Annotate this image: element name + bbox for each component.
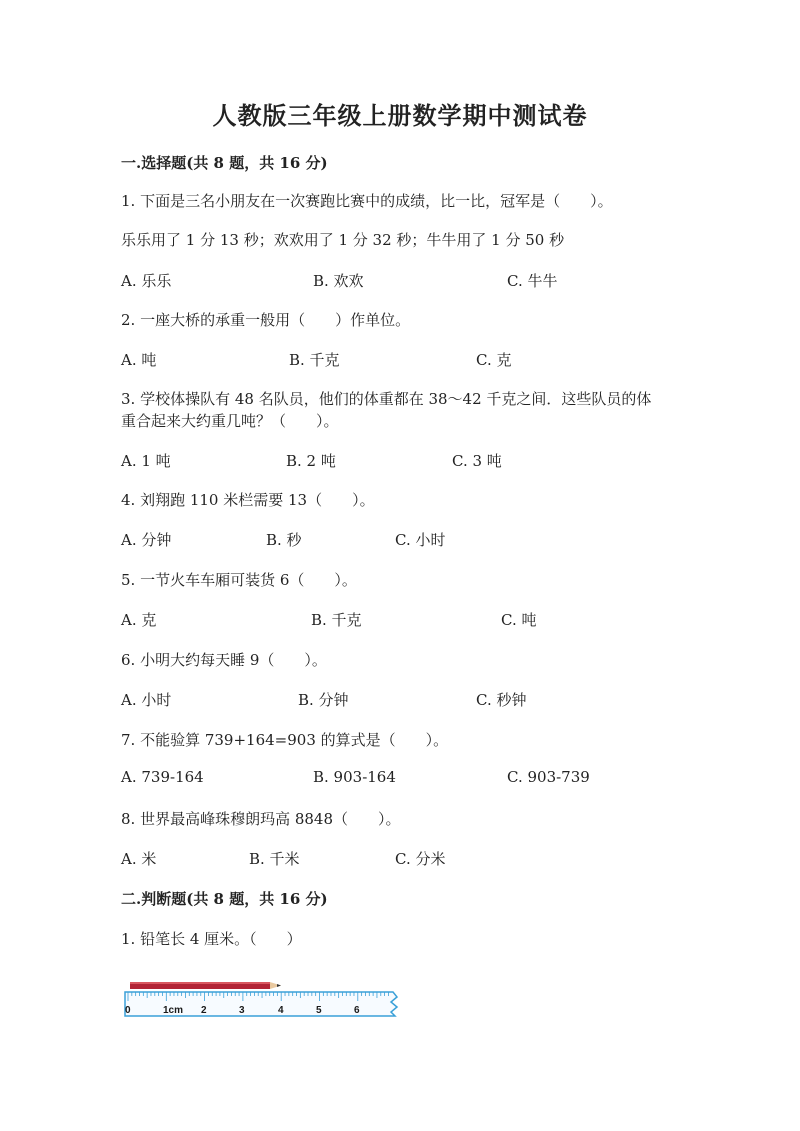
question-1-stem: 1. 下面是三名小朋友在一次赛跑比赛中的成绩，比一比，冠军是（ ）。 xyxy=(121,192,613,210)
question-5-option-c: C. 吨 xyxy=(501,611,537,629)
question-4-stem: 4. 刘翔跑 110 米栏需要 13（ ）。 xyxy=(121,491,375,509)
question-7-option-a: A. 739-164 xyxy=(121,768,204,786)
question-4-option-c: C. 小时 xyxy=(395,531,446,549)
question-4-option-a: A. 分钟 xyxy=(121,531,172,549)
question-2-option-a: A. 吨 xyxy=(121,351,157,369)
question-2-stem: 2. 一座大桥的承重一般用（ ）作单位。 xyxy=(121,311,411,329)
ruler-label: 3 xyxy=(239,1005,245,1016)
question-8-option-b: B. 千米 xyxy=(249,850,300,868)
question-3-option-b: B. 2 吨 xyxy=(286,452,336,470)
question-6-stem: 6. 小明大约每天睡 9（ ）。 xyxy=(121,651,327,669)
question-5-option-b: B. 千克 xyxy=(311,611,362,629)
question-7-option-b: B. 903-164 xyxy=(313,768,396,786)
pencil-highlight xyxy=(130,982,270,984)
ruler-svg xyxy=(121,978,401,1020)
ruler-label: 6 xyxy=(354,1005,360,1016)
question-7-stem: 7. 不能验算 739+164=903 的算式是（ ）。 xyxy=(121,731,449,749)
question-6-option-c: C. 秒钟 xyxy=(476,691,527,709)
question-6-option-a: A. 小时 xyxy=(121,691,172,709)
page-title: 人教版三年级上册数学期中测试卷 xyxy=(212,101,588,130)
question-3-stem-line1: 3. 学校体操队有 48 名队员，他们的体重都在 38～42 千克之间．这些队员的体 xyxy=(121,390,652,408)
question-2-option-b: B. 千克 xyxy=(289,351,340,369)
ruler-label: 5 xyxy=(316,1005,322,1016)
question-1-info: 乐乐用了 1 分 13 秒；欢欢用了 1 分 32 秒；牛牛用了 1 分 50 秒 xyxy=(121,231,565,249)
question-1-option-a: A. 乐乐 xyxy=(121,272,172,290)
question-3-option-a: A. 1 吨 xyxy=(121,452,171,470)
section-heading-choice: 一.选择题(共 8 题，共 16 分) xyxy=(121,154,328,172)
question-1-option-c: C. 牛牛 xyxy=(507,272,558,290)
question-8-stem: 8. 世界最高峰珠穆朗玛高 8848（ ）。 xyxy=(121,810,401,828)
question-4-option-b: B. 秒 xyxy=(266,531,302,549)
question-8-option-a: A. 米 xyxy=(121,850,157,868)
question-6-option-b: B. 分钟 xyxy=(298,691,349,709)
question-5-option-a: A. 克 xyxy=(121,611,157,629)
ruler-label: 4 xyxy=(278,1005,284,1016)
ruler-label: 2 xyxy=(201,1005,207,1016)
pencil-lead xyxy=(277,984,281,987)
question-5-stem: 5. 一节火车车厢可装货 6（ ）。 xyxy=(121,571,357,589)
question-3-option-c: C. 3 吨 xyxy=(452,452,502,470)
section-heading-judgement: 二.判断题(共 8 题，共 16 分) xyxy=(121,890,328,908)
question-7-option-c: C. 903-739 xyxy=(507,768,590,786)
question-3-stem-line2: 重合起来大约重几吨？（ ）。 xyxy=(121,412,339,430)
pencil xyxy=(130,982,281,989)
question-2-option-c: C. 克 xyxy=(476,351,512,369)
ruler-label: 1cm xyxy=(163,1005,184,1016)
question-8-option-c: C. 分米 xyxy=(395,850,446,868)
ruler-label: 0 xyxy=(125,1005,131,1016)
pencil-ruler-figure xyxy=(121,978,401,1020)
judgement-1-stem: 1. 铅笔长 4 厘米。（ ） xyxy=(121,930,302,948)
question-1-option-b: B. 欢欢 xyxy=(313,272,364,290)
